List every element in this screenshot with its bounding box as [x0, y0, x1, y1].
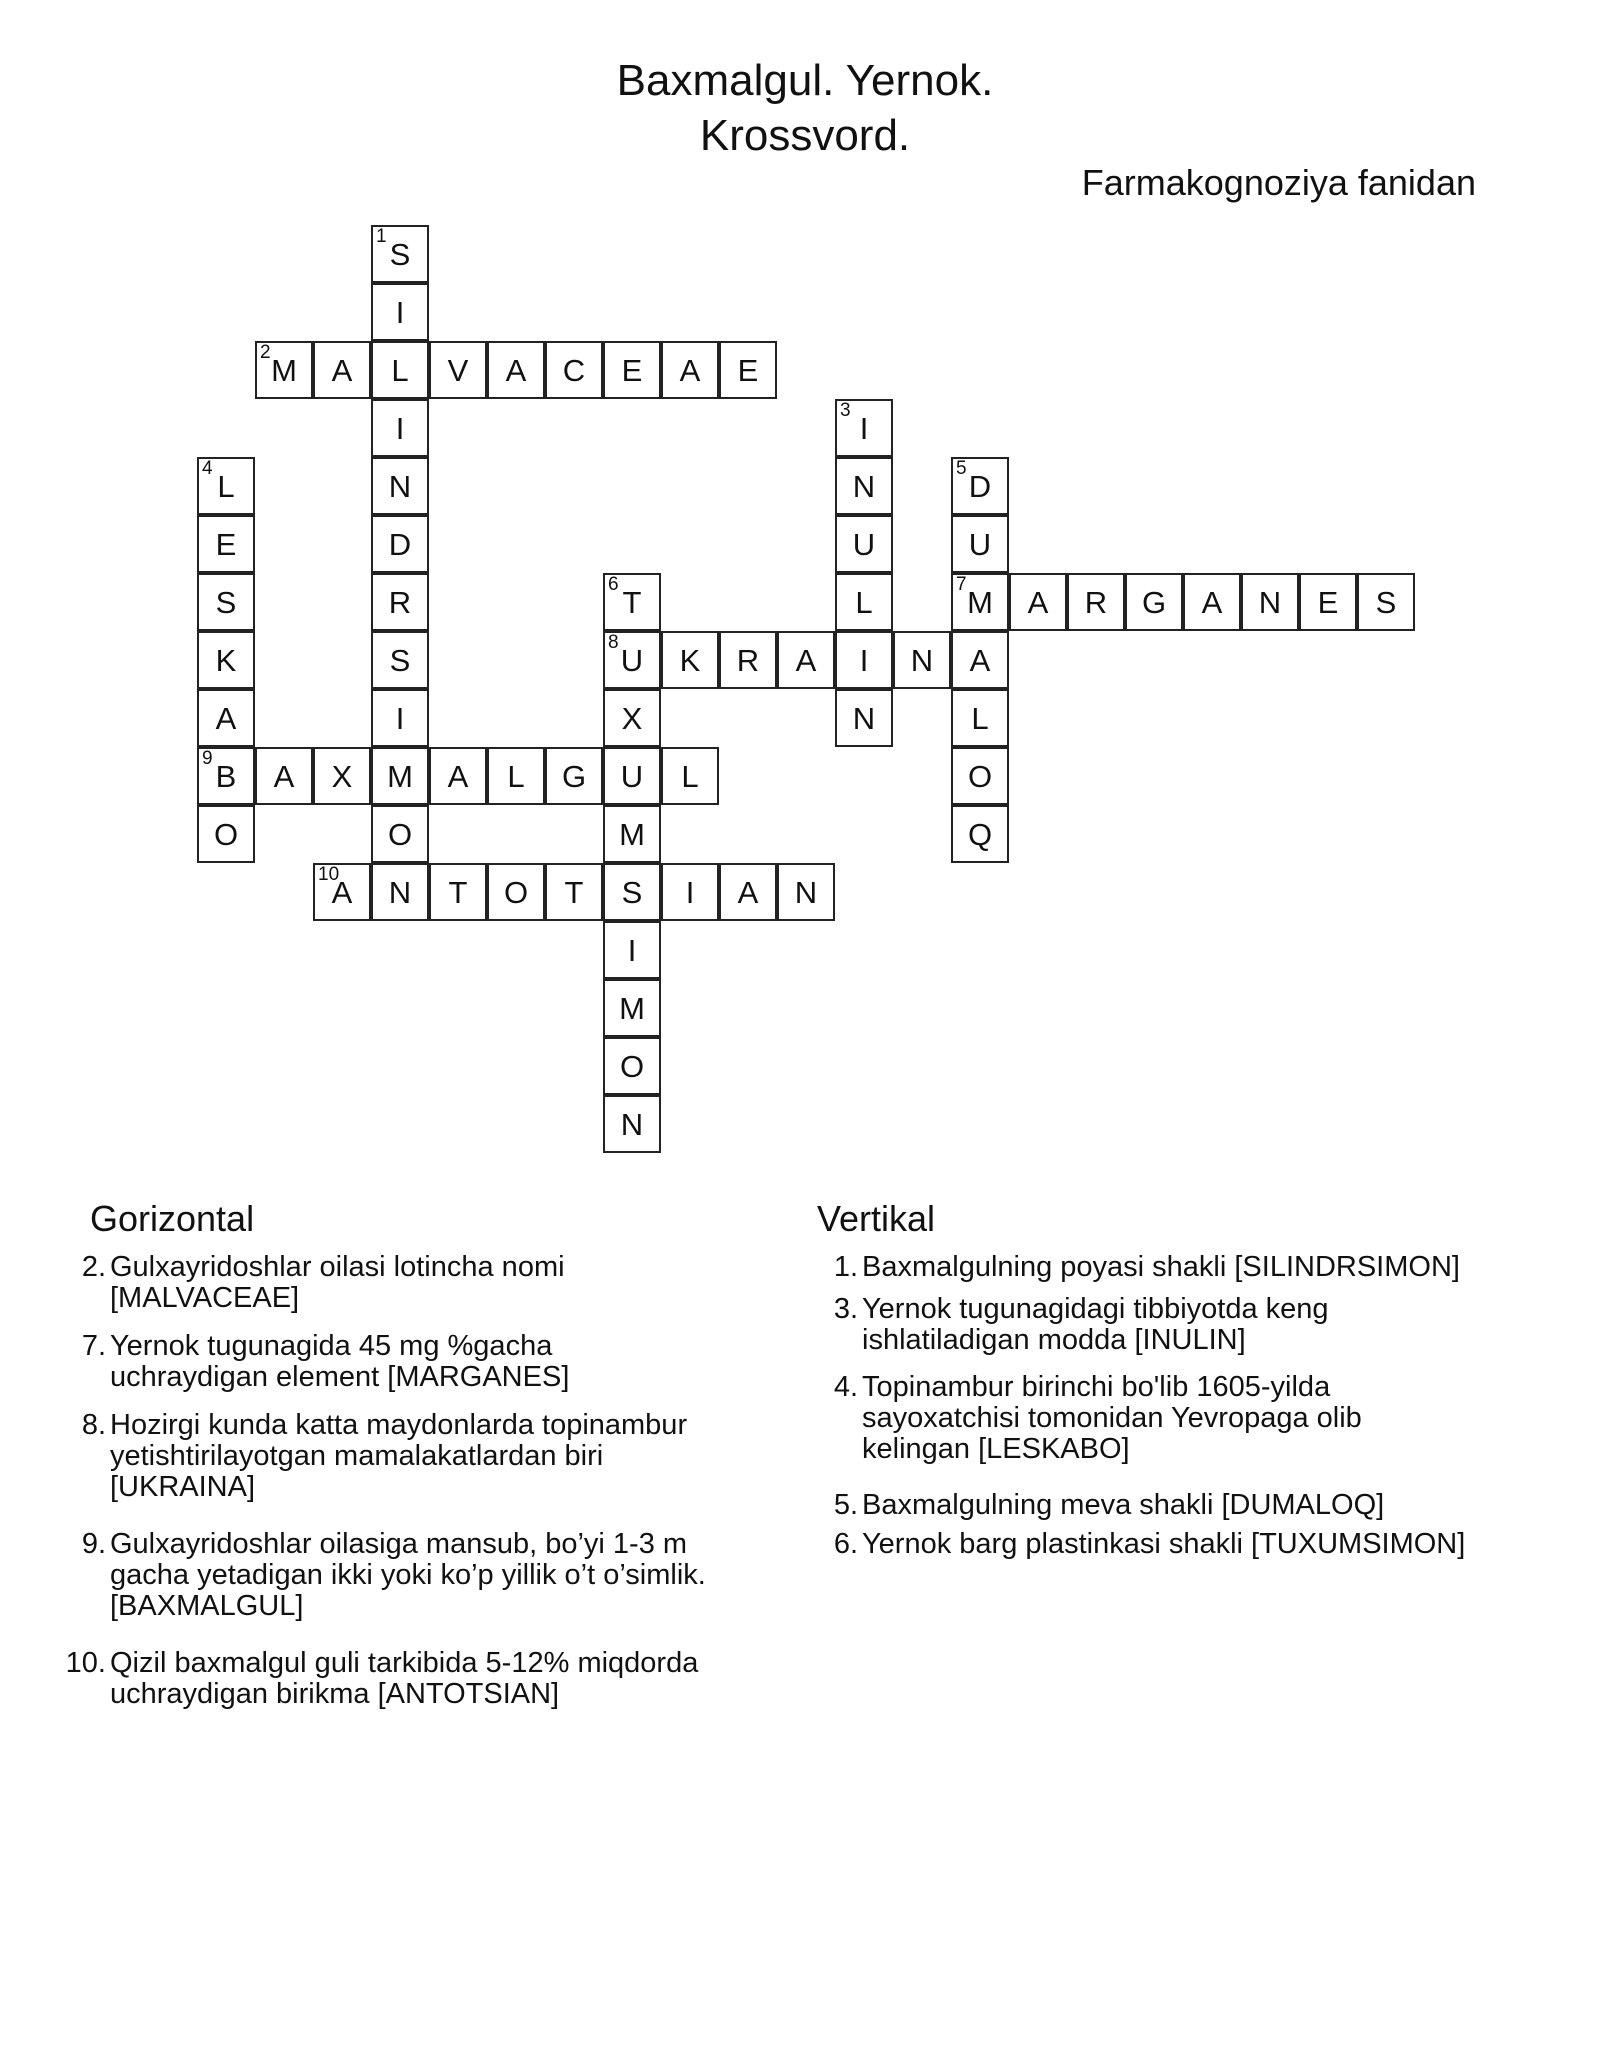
clue-text: Baxmalgulning meva shakli [DUMALOQ]: [862, 1489, 1385, 1521]
crossword-cell: [429, 863, 487, 921]
crossword-cell: [719, 631, 777, 689]
cell-letter: N: [388, 875, 412, 910]
clue-text: Yernok tugunagidagi tibbiyotda keng: [862, 1293, 1329, 1325]
clue-number: 1.: [833, 1251, 858, 1283]
cell-letter: A: [1201, 585, 1223, 620]
crossword-cell: [429, 341, 487, 399]
cell-letter: A: [679, 353, 701, 388]
crossword-cell: [835, 689, 893, 747]
cell-number: 10: [318, 864, 340, 885]
cell-letter: L: [507, 759, 525, 794]
crossword-cell: [1183, 573, 1241, 631]
horizontal-heading: Gorizontal: [90, 1198, 255, 1239]
clue-text: uchraydigan element [MARGANES]: [110, 1361, 570, 1393]
cell-letter: A: [215, 701, 237, 736]
crossword-cell: [545, 747, 603, 805]
crossword-cell: [371, 631, 429, 689]
cell-letter: M: [619, 817, 645, 852]
crossword-cell: [777, 631, 835, 689]
clue-number: 4.: [833, 1371, 858, 1403]
crossword-cell: [835, 399, 893, 457]
cell-letter: E: [737, 353, 759, 388]
cell-letter: S: [389, 643, 411, 678]
cell-letter: A: [273, 759, 295, 794]
clue-text: ishlatiladigan modda [INULIN]: [862, 1324, 1246, 1356]
cell-letter: I: [685, 875, 695, 910]
clue-number: 3.: [833, 1293, 858, 1325]
cell-letter: A: [331, 875, 353, 910]
cell-letter: T: [564, 875, 584, 910]
cell-letter: N: [852, 701, 876, 736]
subject-label: Farmakognoziya fanidan: [1081, 162, 1476, 203]
crossword-cell: [951, 747, 1009, 805]
cell-letter: I: [859, 411, 869, 446]
crossword-cell: [603, 921, 661, 979]
cell-letter: G: [561, 759, 587, 794]
crossword-cell: [1299, 573, 1357, 631]
cell-letter: U: [620, 643, 644, 678]
crossword-cell: [197, 457, 255, 515]
cell-letter: D: [968, 469, 992, 504]
clue-horizontal-7: [81, 1330, 570, 1393]
crossword-cell: [835, 515, 893, 573]
crossword-cell: [603, 863, 661, 921]
cell-number: 9: [202, 748, 213, 769]
crossword-cell: [371, 747, 429, 805]
clue-text: Baxmalgulning poyasi shakli [SILINDRSIMON]: [862, 1251, 1460, 1283]
cell-letter: E: [621, 353, 643, 388]
clue-horizontal-10: [65, 1647, 699, 1710]
clue-text: Gulxayridoshlar oilasi lotincha nomi: [110, 1251, 565, 1283]
crossword-cell: [545, 341, 603, 399]
cell-letter: U: [968, 527, 992, 562]
cell-letter: C: [562, 353, 586, 388]
crossword-cell: [951, 805, 1009, 863]
clue-text: Gulxayridoshlar oilasiga mansub, bo’yi 1-3 m: [110, 1528, 688, 1560]
cell-letter: M: [967, 585, 993, 620]
crossword-cell: [661, 863, 719, 921]
clue-text: Yernok barg plastinkasi shakli [TUXUMSIMON]: [862, 1528, 1466, 1560]
crossword-cell: [371, 457, 429, 515]
crossword-cell: [1125, 573, 1183, 631]
cell-letter: O: [213, 817, 239, 852]
crossword-cell: [661, 631, 719, 689]
cell-letter: S: [1375, 585, 1397, 620]
clue-number: 10.: [65, 1647, 106, 1679]
clue-text: sayoxatchisi tomonidan Yevropaga olib: [862, 1402, 1362, 1434]
clue-text: [MALVACEAE]: [110, 1282, 300, 1314]
clue-horizontal-8: [81, 1409, 688, 1503]
cell-letter: T: [622, 585, 642, 620]
crossword-cell: [951, 631, 1009, 689]
crossword-cell: [487, 341, 545, 399]
cell-letter: S: [621, 875, 643, 910]
crossword-cell: [197, 631, 255, 689]
crossword-cell: [255, 341, 313, 399]
clue-vertical-5: [833, 1489, 1385, 1521]
crossword-cell: [487, 863, 545, 921]
cell-letter: L: [855, 585, 873, 620]
cell-letter: O: [503, 875, 529, 910]
clue-number: 8.: [81, 1409, 106, 1441]
crossword-cell: [603, 805, 661, 863]
cell-letter: I: [395, 295, 405, 330]
cell-letter: D: [388, 527, 412, 562]
cell-letter: K: [679, 643, 701, 678]
title-line-2: Krossvord.: [699, 111, 911, 160]
crossword-cell: [603, 573, 661, 631]
crossword-cell: [371, 573, 429, 631]
cell-letter: E: [1317, 585, 1339, 620]
clue-text: Hozirgi kunda katta maydonlarda topinambur: [110, 1409, 688, 1441]
clue-text: uchraydigan birikma [ANTOTSIAN]: [110, 1678, 560, 1710]
crossword-cell: [603, 689, 661, 747]
cell-letter: G: [1141, 585, 1167, 620]
crossword-cell: [1067, 573, 1125, 631]
cell-letter: A: [331, 353, 353, 388]
cell-letter: A: [969, 643, 991, 678]
cell-letter: S: [389, 237, 411, 272]
cell-number: 6: [608, 574, 619, 595]
clue-number: 6.: [833, 1528, 858, 1560]
title-line-1: Baxmalgul. Yernok.: [616, 56, 994, 105]
crossword-cell: [603, 1095, 661, 1153]
crossword-cell: [371, 225, 429, 283]
cell-letter: N: [910, 643, 934, 678]
cell-letter: B: [215, 759, 237, 794]
cell-letter: M: [387, 759, 413, 794]
cell-number: 2: [260, 342, 271, 363]
cell-letter: R: [388, 585, 412, 620]
clue-vertical-1: [833, 1251, 1460, 1283]
clue-text: gacha yetadigan ikki yoki ko’p yillik o’t o’simlik.: [110, 1559, 706, 1591]
cell-letter: I: [859, 643, 869, 678]
cell-letter: L: [681, 759, 699, 794]
cell-letter: R: [736, 643, 760, 678]
crossword-cell: [371, 515, 429, 573]
cell-letter: O: [619, 1049, 645, 1084]
clue-text: Yernok tugunagida 45 mg %gacha: [110, 1330, 553, 1362]
crossword-cell: [661, 341, 719, 399]
crossword-cell: [487, 747, 545, 805]
cell-letter: N: [852, 469, 876, 504]
cell-letter: O: [967, 759, 993, 794]
cell-number: 4: [202, 458, 213, 479]
crossword-cell: [371, 805, 429, 863]
cell-letter: E: [215, 527, 237, 562]
cell-letter: I: [395, 411, 405, 446]
crossword-cell: [313, 747, 371, 805]
cell-letter: L: [391, 353, 409, 388]
cell-letter: I: [627, 933, 637, 968]
cell-letter: V: [447, 353, 469, 388]
cell-letter: M: [271, 353, 297, 388]
cell-letter: X: [331, 759, 353, 794]
crossword-cell: [719, 341, 777, 399]
crossword-cell: [313, 863, 371, 921]
crossword-cell: [313, 341, 371, 399]
crossword-cell: [603, 341, 661, 399]
clue-horizontal-9: [81, 1528, 706, 1622]
clue-number: 5.: [833, 1489, 858, 1521]
crossword-cell: [893, 631, 951, 689]
crossword-cell: [197, 689, 255, 747]
crossword-cell: [1357, 573, 1415, 631]
cell-number: 5: [956, 458, 967, 479]
crossword-cell: [603, 747, 661, 805]
cell-letter: L: [971, 701, 989, 736]
crossword-cell: [603, 631, 661, 689]
cell-letter: R: [1084, 585, 1108, 620]
crossword-cell: [255, 747, 313, 805]
crossword-cell: [777, 863, 835, 921]
cell-letter: K: [215, 643, 237, 678]
cell-letter: X: [621, 701, 643, 736]
clue-vertical-4: [833, 1371, 1362, 1465]
cell-letter: N: [1258, 585, 1282, 620]
clue-number: 7.: [81, 1330, 106, 1362]
cell-letter: S: [215, 585, 237, 620]
cell-letter: A: [795, 643, 817, 678]
crossword-cell: [951, 457, 1009, 515]
cell-letter: A: [447, 759, 469, 794]
clue-text: kelingan [LESKABO]: [862, 1433, 1130, 1465]
crossword-cell: [197, 515, 255, 573]
clue-text: [UKRAINA]: [110, 1471, 256, 1503]
cell-letter: N: [794, 875, 818, 910]
cell-letter: A: [1027, 585, 1049, 620]
crossword-cell: [835, 457, 893, 515]
crossword-cell: [951, 515, 1009, 573]
crossword-cell: [603, 979, 661, 1037]
cell-number: 3: [840, 400, 851, 421]
clue-text: Topinambur birinchi bo'lib 1605-yilda: [862, 1371, 1331, 1403]
crossword-cell: [951, 573, 1009, 631]
cell-number: 7: [956, 574, 967, 595]
cell-letter: N: [388, 469, 412, 504]
cell-letter: U: [852, 527, 876, 562]
crossword-cell: [371, 283, 429, 341]
crossword-cell: [603, 1037, 661, 1095]
crossword-cell: [371, 399, 429, 457]
clue-vertical-6: [833, 1528, 1466, 1560]
cell-letter: M: [619, 991, 645, 1026]
cell-letter: A: [505, 353, 527, 388]
cell-letter: O: [387, 817, 413, 852]
crossword-cell: [1241, 573, 1299, 631]
cell-number: 1: [376, 226, 387, 247]
clue-number: 2.: [81, 1251, 106, 1283]
crossword-cell: [545, 863, 603, 921]
crossword-cell: [951, 689, 1009, 747]
crossword-cell: [719, 863, 777, 921]
cell-letter: N: [620, 1107, 644, 1142]
cell-letter: A: [737, 875, 759, 910]
cell-letter: I: [395, 701, 405, 736]
vertical-heading: Vertikal: [817, 1198, 936, 1239]
crossword-cell: [1009, 573, 1067, 631]
clue-number: 9.: [81, 1528, 106, 1560]
crossword-cell: [371, 689, 429, 747]
crossword-cell: [429, 747, 487, 805]
crossword-cell: [835, 631, 893, 689]
clue-text: Qizil baxmalgul guli tarkibida 5-12% miqdorda: [110, 1647, 699, 1679]
crossword-cell: [371, 341, 429, 399]
cell-letter: Q: [967, 817, 993, 852]
clue-vertical-3: [833, 1293, 1329, 1356]
clue-horizontal-2: [81, 1251, 565, 1314]
crossword-cell: [835, 573, 893, 631]
clue-text: yetishtirilayotgan mamalakatlardan biri: [110, 1440, 604, 1472]
crossword-cell: [197, 805, 255, 863]
clue-text: [BAXMALGUL]: [110, 1590, 304, 1622]
cell-letter: L: [217, 469, 235, 504]
cell-number: 8: [608, 632, 619, 653]
crossword-cell: [371, 863, 429, 921]
crossword-cell: [197, 573, 255, 631]
crossword-cell: [661, 747, 719, 805]
cell-letter: T: [448, 875, 468, 910]
cell-letter: U: [620, 759, 644, 794]
crossword-cell: [197, 747, 255, 805]
